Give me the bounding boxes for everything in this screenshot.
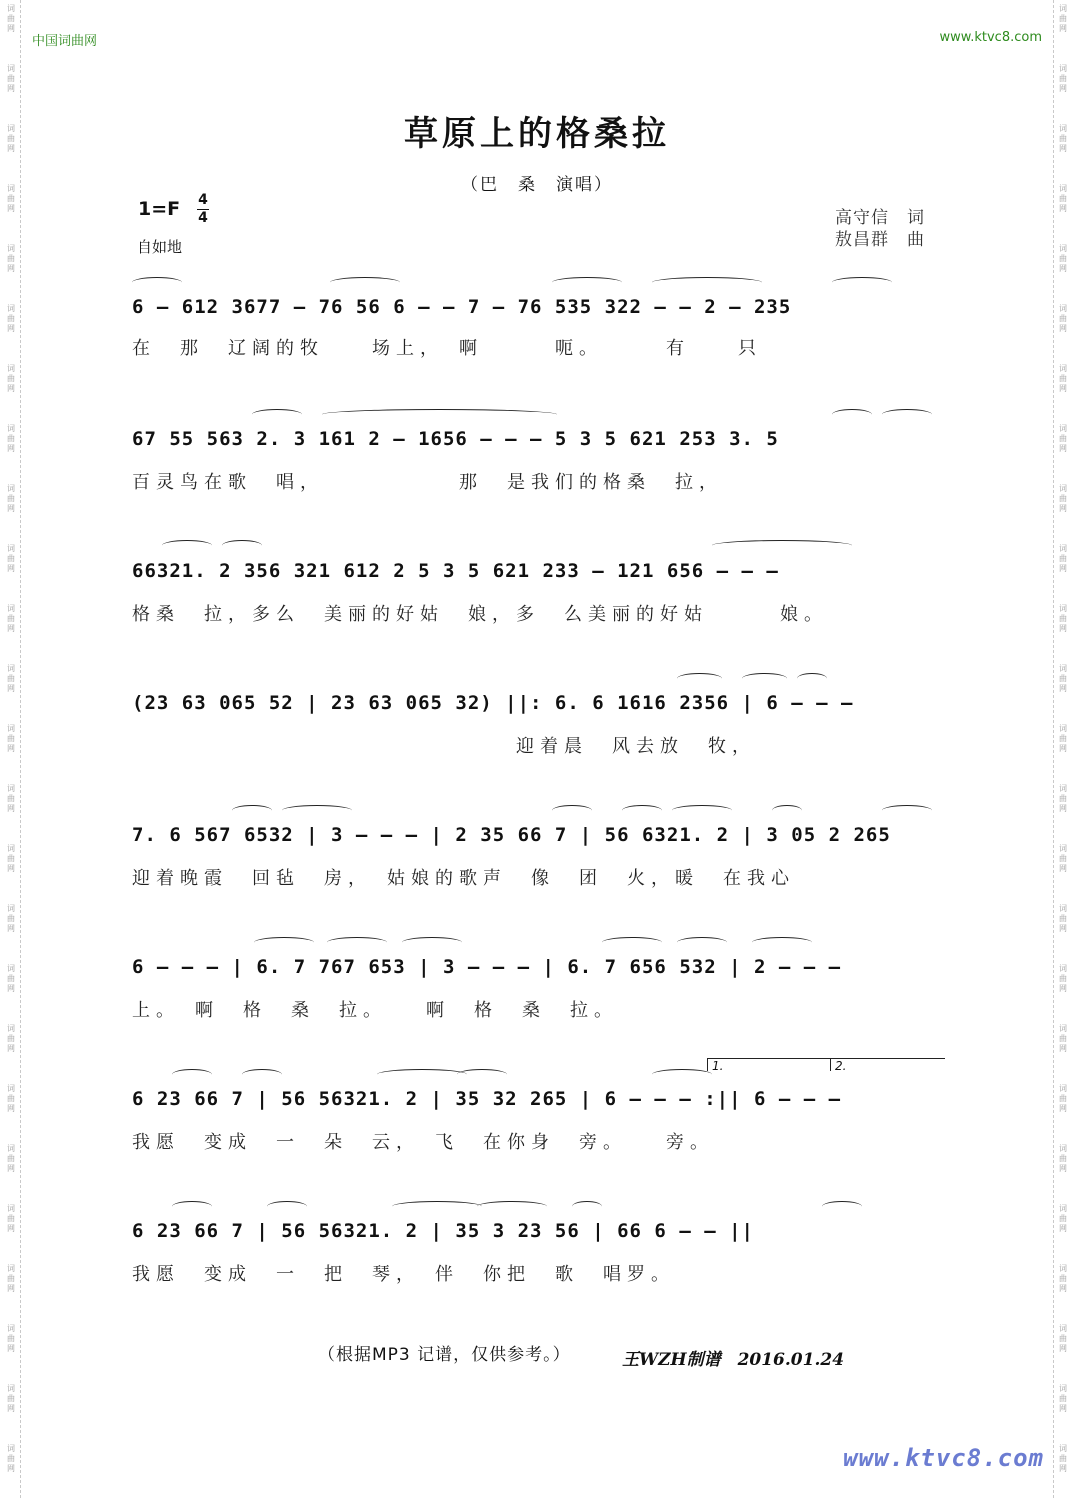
key-signature: 1=F [138,198,181,220]
margin-watermark-mark: 词 曲 网 [7,484,15,513]
margin-watermark-mark: 词 曲 网 [7,244,15,273]
margin-watermark-mark: 词 曲 网 [7,724,15,753]
footnote: （根据MP3 记谱，仅供参考。） [318,1345,571,1365]
slur-row-5 [132,800,944,816]
margin-watermark-mark: 词 曲 网 [1059,784,1067,813]
lyrics-line-1: 在 那 辽阔的牧 场上， 啊 呃。 有 只 [132,338,762,359]
left-margin-watermark [2,0,21,1498]
margin-watermark-mark: 词 曲 网 [7,304,15,333]
margin-watermark-mark: 词 曲 网 [1059,1084,1067,1113]
margin-watermark-mark: 词 曲 网 [1059,1324,1067,1353]
slur-row-2 [132,404,944,420]
margin-watermark-mark: 词 曲 网 [1059,1144,1067,1173]
notation-line-5: 7. 6 567 6532 | 3 – – – | 2 35 66 7 | 56 6321. 2 | 3 05 2 265 [132,824,891,846]
notation-line-1: 6 – 612 3677 – 76 56 6 – – 7 – 76 535 322 – – 2 – 235 [132,296,792,318]
notation-line-3: 66321. 2 356 321 612 2 5 3 5 621 233 – 121 656 – – – [132,560,779,582]
margin-watermark-mark: 词 曲 网 [1059,1384,1067,1413]
margin-watermark-mark: 词 曲 网 [1059,1024,1067,1053]
tempo-marking: 自如地 [137,238,183,256]
margin-watermark-mark: 词 曲 网 [7,364,15,393]
notation-line-2: 67 55 563 2. 3 161 2 – 1656 – – – 5 3 5 621 253 3. 5 [132,428,779,450]
margin-watermark-mark: 词 曲 网 [1059,424,1067,453]
margin-watermark-mark: 词 曲 网 [7,1384,15,1413]
margin-watermark-mark: 词 曲 网 [1059,184,1067,213]
slur-row-8 [132,1196,944,1212]
margin-watermark-mark: 词 曲 网 [7,184,15,213]
margin-watermark-mark: 词 曲 网 [7,1144,15,1173]
margin-watermark-mark: 词 曲 网 [1059,4,1067,33]
margin-watermark-mark: 词 曲 网 [1059,484,1067,513]
margin-watermark-mark: 词 曲 网 [7,4,15,33]
margin-watermark-mark: 词 曲 网 [7,904,15,933]
time-signature-bottom: 4 [198,210,208,226]
notation-line-7: 6 23 66 7 | 56 56321. 2 | 35 32 265 | 6 – – – :|| 6 – – – [132,1088,842,1110]
margin-watermark-mark: 词 曲 网 [7,124,15,153]
arranger-signature: 王WZH制谱 2016.01.24 [622,1350,845,1370]
lyrics-line-8: 我愿 变成 一 把 琴， 伴 你把 歌 唱罗。 [132,1264,675,1285]
lyrics-line-6: 上。 啊 格 桑 拉。 啊 格 桑 拉。 [132,1000,618,1021]
slur-row-6 [132,932,944,948]
performer: （巴 桑 演唱） [461,175,613,195]
lyricist-credit: 高守信 词 [835,208,925,228]
site-name-left: 中国词曲网 [32,34,98,49]
volta-first-ending: 1. [707,1058,830,1071]
slur-row-3 [132,535,944,551]
margin-watermark-mark: 词 曲 网 [7,1084,15,1113]
notation-line-8: 6 23 66 7 | 56 56321. 2 | 35 3 23 56 | 66 6 – – || [132,1220,754,1242]
margin-watermark-mark: 词 曲 网 [7,544,15,573]
margin-watermark-mark: 词 曲 网 [7,64,15,93]
notation-line-6: 6 – – – | 6. 7 767 653 | 3 – – – | 6. 7 656 532 | 2 – – – [132,956,842,978]
slur-row-4 [132,668,944,684]
song-title: 草原上的格桑拉 [404,114,670,154]
lyrics-line-2: 百灵鸟在歌 唱， 那 是我们的格桑 拉， [132,472,723,493]
margin-watermark-mark: 词 曲 网 [1059,1444,1067,1473]
right-margin-watermark [1053,0,1072,1498]
margin-watermark-mark: 词 曲 网 [1059,304,1067,333]
margin-watermark-mark: 词 曲 网 [1059,364,1067,393]
margin-watermark-mark: 词 曲 网 [7,1324,15,1353]
time-signature [197,193,209,226]
margin-watermark-mark: 词 曲 网 [1059,1264,1067,1293]
margin-watermark-mark: 词 曲 网 [1059,244,1067,273]
margin-watermark-mark: 词 曲 网 [1059,724,1067,753]
composer-credit: 敖昌群 曲 [835,230,925,250]
margin-watermark-mark: 词 曲 网 [7,784,15,813]
margin-watermark-mark: 词 曲 网 [1059,64,1067,93]
lyrics-line-4: 迎着晨 风去放 牧， [132,736,756,757]
site-watermark-logo: www.ktvc8.com [843,1444,1044,1472]
margin-watermark-mark: 词 曲 网 [1059,964,1067,993]
margin-watermark-mark: 词 曲 网 [1059,604,1067,633]
site-url-right: www.ktvc8.com [939,30,1042,45]
margin-watermark-mark: 词 曲 网 [7,1024,15,1053]
margin-watermark-mark: 词 曲 网 [7,1264,15,1293]
margin-watermark-mark: 词 曲 网 [1059,904,1067,933]
margin-watermark-mark: 词 曲 网 [1059,1204,1067,1233]
margin-watermark-mark: 词 曲 网 [1059,544,1067,573]
lyrics-line-7: 我愿 变成 一 朵 云， 飞 在你身 旁。 旁。 [132,1132,714,1153]
time-signature-top: 4 [198,192,208,208]
lyrics-line-5: 迎着晚霞 回毡 房， 姑娘的歌声 像 团 火，暖 在我心 [132,868,795,889]
volta-second-ending: 2. [830,1058,945,1071]
margin-watermark-mark: 词 曲 网 [7,1204,15,1233]
margin-watermark-mark: 词 曲 网 [7,664,15,693]
margin-watermark-mark: 词 曲 网 [7,604,15,633]
slur-row-1 [132,272,944,288]
margin-watermark-mark: 词 曲 网 [1059,664,1067,693]
margin-watermark-mark: 词 曲 网 [7,844,15,873]
lyrics-line-3: 格桑 拉，多么 美丽的好姑 娘，多 么美丽的好姑 娘。 [132,604,828,625]
margin-watermark-mark: 词 曲 网 [1059,124,1067,153]
margin-watermark-mark: 词 曲 网 [7,1444,15,1473]
margin-watermark-mark: 词 曲 网 [7,424,15,453]
notation-line-4: (23 63 065 52 | 23 63 065 32) ||: 6. 6 1616 2356 | 6 – – – [132,692,854,714]
margin-watermark-mark: 词 曲 网 [7,964,15,993]
margin-watermark-mark: 词 曲 网 [1059,844,1067,873]
